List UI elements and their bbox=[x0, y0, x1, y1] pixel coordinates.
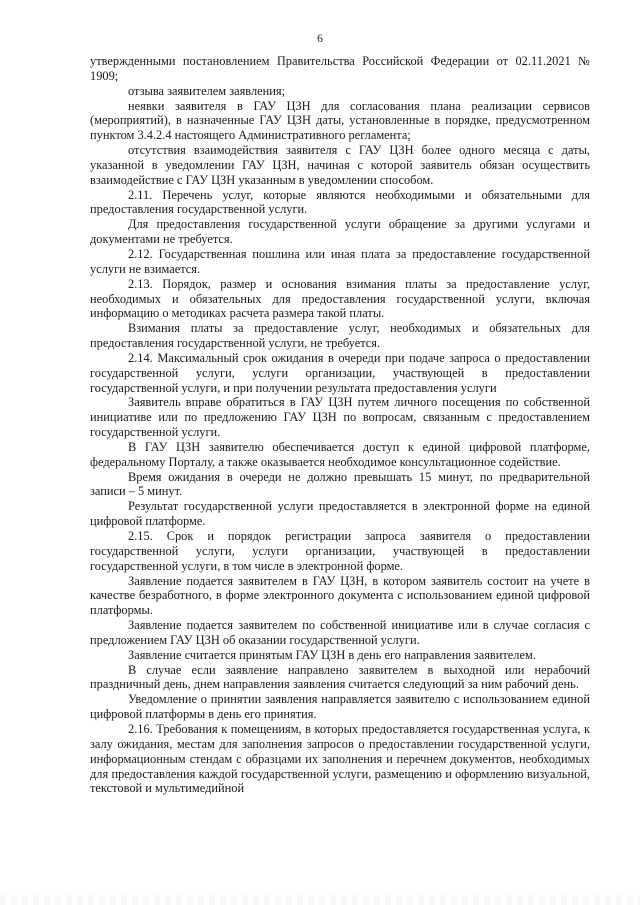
paragraph: неявки заявителя в ГАУ ЦЗН для согласования плана реализации сервисов (мероприятий), в назначенные ГАУ ЦЗН даты, установленные в порядке, предусмотренном пунктом 3.4.2.4 настоящего Административного регламента; bbox=[90, 98, 590, 143]
paragraph: утвержденными постановлением Правительства Российской Федерации от 02.11.2021 № 1909; bbox=[90, 54, 590, 83]
paragraph: Время ожидания в очереди не должно превышать 15 минут, по предварительной записи – 5 минут. bbox=[90, 469, 590, 499]
paragraph: отзыва заявителем заявления; bbox=[128, 83, 286, 98]
section-heading: 2.16. Требования к помещениям, в которых предоставляется государственная услуга, к залу ожидания, местам для заполнения запросов о предоставлении государственной услуги, информационным стендам с образцами их заполнения и перечнем документов, необходимых для предоставления каждой государственной услуги, размещению и оформлению визуальной, текстовой и мультимедийной bbox=[90, 721, 590, 796]
paragraph: Заявление подается заявителем по собственной инициативе или в случае согласия с предложением ГАУ ЦЗН об оказании государственной услуги. bbox=[90, 618, 590, 647]
section-heading: 2.11. Перечень услуг, которые являются необходимыми и обязательными для предоставления государственной услуги. bbox=[90, 187, 590, 217]
paragraph: Заявление подается заявителем в ГАУ ЦЗН, в котором заявитель состоит на учете в качестве безработного, в форме электронного документа с использованием единой цифровой платформы. bbox=[90, 573, 590, 618]
paragraph: В случае если заявление направлено заявителем в выходной или нерабочий праздничный день, днем направления заявления считается следующий за ним рабочий день. bbox=[90, 662, 590, 692]
paragraph: Заявление считается принятым ГАУ ЦЗН в день его направления заявителем. bbox=[128, 647, 536, 662]
paragraph: Уведомление о принятии заявления направляется заявителю с использованием единой цифровой платформы в день его принятия. bbox=[90, 692, 590, 722]
section-heading: 2.12. Государственная пошлина или иная плата за предоставление государственной услуги не взимается. bbox=[90, 246, 590, 276]
section-heading: 2.15. Срок и порядок регистрации запроса заявителя о предоставлении государственной услуги, услуги организации, участвующей в предоставлении государственной услуги, в том числе в электронной форме. bbox=[90, 529, 590, 573]
paragraph: отсутствия взаимодействия заявителя с ГАУ ЦЗН более одного месяца с даты, указанной в уведомлении ГАУ ЦЗН, начиная с которой заявитель обязан осуществить взаимодействие с ГАУ ЦЗН указанным в уведомлении способом. bbox=[90, 143, 590, 187]
scan-edge-artifact bbox=[0, 895, 640, 905]
section-heading: 2.14. Максимальный срок ожидания в очереди при подаче запроса о предоставлении государственной услуги, услуги организации, участвующей в предоставлении государственной услуги, и при получении результата предоставления услуги bbox=[90, 350, 590, 395]
paragraph: В ГАУ ЦЗН заявителю обеспечивается доступ к единой цифровой платформе, федеральному Порталу, а также оказывается необходимое консультационное содействие. bbox=[90, 439, 590, 469]
paragraph: Заявитель вправе обратиться в ГАУ ЦЗН путем личного посещения по собственной инициативе или по предложению ГАУ ЦЗН по вопросам, связанным с предоставлением государственной услуги. bbox=[90, 395, 590, 440]
paragraph: Результат государственной услуги предоставляется в электронной форме на единой цифровой платформе. bbox=[90, 499, 590, 529]
paragraph: Взимания платы за предоставление услуг, необходимых и обязательных для предоставления государственной услуги, не требуется. bbox=[90, 321, 590, 351]
section-heading: 2.13. Порядок, размер и основания взимания платы за предоставление услуг, необходимых и обязательных для предоставления государственной услуги, включая информацию о методиках расчета размера такой платы. bbox=[90, 276, 590, 321]
page-number: 6 bbox=[317, 33, 323, 45]
document-body bbox=[90, 54, 590, 796]
paragraph: Для предоставления государственной услуги обращение за другими услугами и документами не требуется. bbox=[90, 217, 590, 247]
